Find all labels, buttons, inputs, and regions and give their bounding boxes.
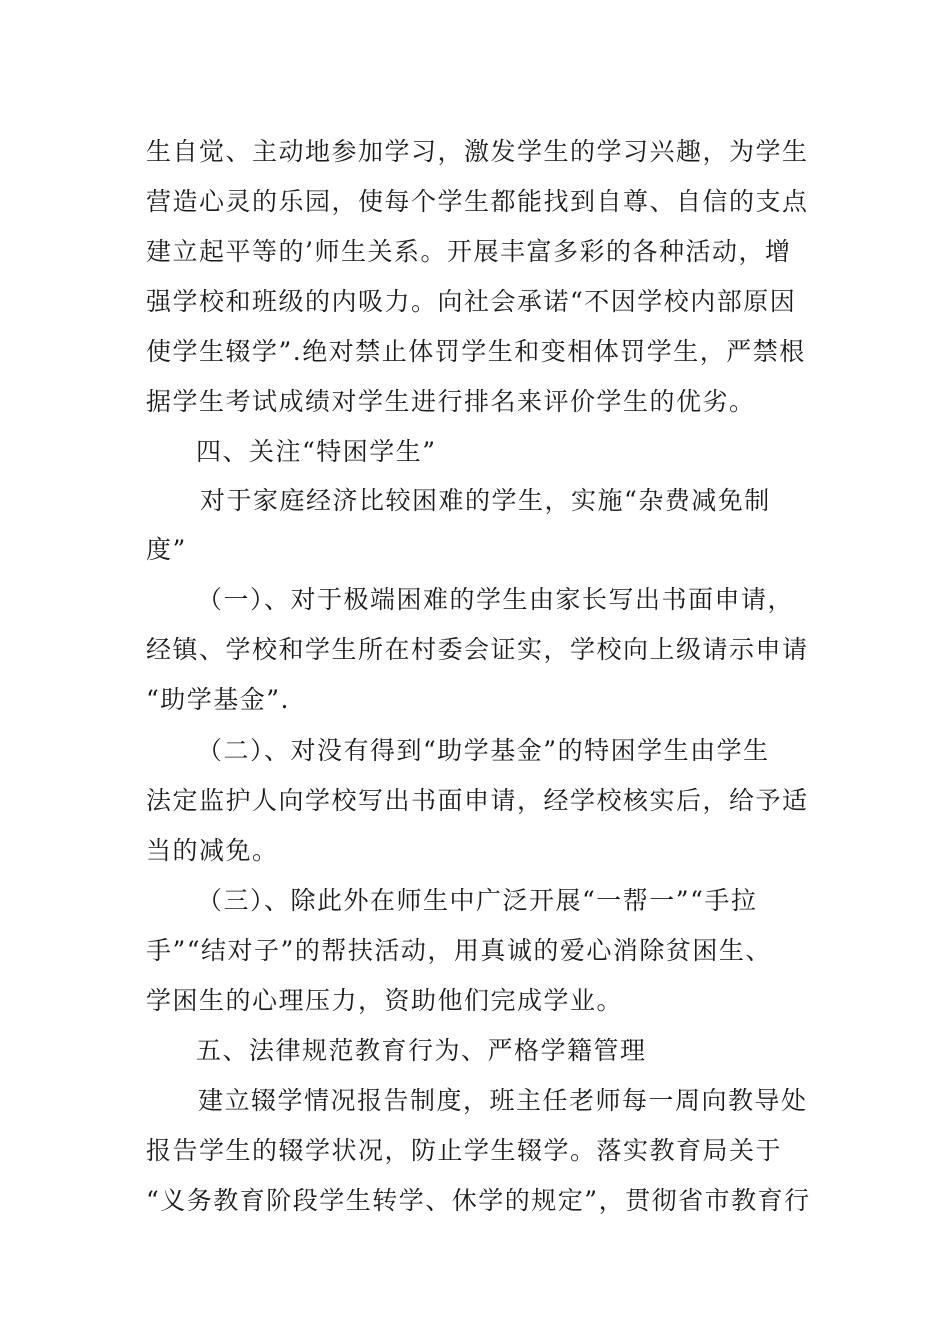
- text-line: “义务教育阶段学生转学、休学的规定”，贯彻省市教育行: [146, 1186, 811, 1215]
- text-line: 度”: [146, 535, 187, 564]
- section-heading: 四、关注“特困学生”: [196, 437, 437, 466]
- text-line: （三）、除此外在师生中广泛开展“一帮一”“手拉: [197, 886, 758, 915]
- text-line: 法定监护人向学校写出书面申请，经学校核实后，给予适: [146, 786, 809, 815]
- text-line: （一）、对于极端困难的学生由家长写出书面申请，: [197, 585, 795, 614]
- text-line: 强学校和班级的内吸力。向社会承诺“不因学校内部原因: [146, 287, 797, 316]
- text-line: 经镇、学校和学生所在村委会证实，学校向上级请示申请: [146, 635, 809, 664]
- text-line: 生自觉、主动地参加学习，激发学生的学习兴趣，为学生: [146, 137, 809, 166]
- text-line: 手”“结对子”的帮扶活动，用真诚的爱心消除贫困生、: [146, 936, 772, 965]
- text-line: 据学生考试成绩对学生进行排名来评价学生的优劣。: [146, 387, 756, 416]
- text-line: 使学生辍学”.绝对禁止体罚学生和变相体罚学生，严禁根: [146, 337, 806, 366]
- text-line: 营造心灵的乐园，使每个学生都能找到自尊、自信的支点: [146, 187, 809, 216]
- text-line: “助学基金”.: [146, 685, 291, 714]
- text-line: 当的减免。: [146, 836, 279, 865]
- text-line: 建立起平等的’师生关系。开展丰富多彩的各种活动，增: [146, 237, 792, 266]
- text-line: （二）、对没有得到“助学基金”的特困学生由学生: [197, 736, 770, 765]
- text-line: 报告学生的辍学状况，防止学生辍学。落实教育局关于: [146, 1136, 783, 1165]
- text-line: 学困生的心理压力，资助他们完成学业。: [146, 986, 624, 1015]
- text-line: 建立辍学情况报告制度，班主任老师每一周向教导处: [198, 1086, 808, 1115]
- section-heading: 五、法律规范教育行为、严格学籍管理: [196, 1036, 647, 1065]
- text-line: 对于家庭经济比较困难的学生，实施“杂费减免制: [200, 486, 771, 515]
